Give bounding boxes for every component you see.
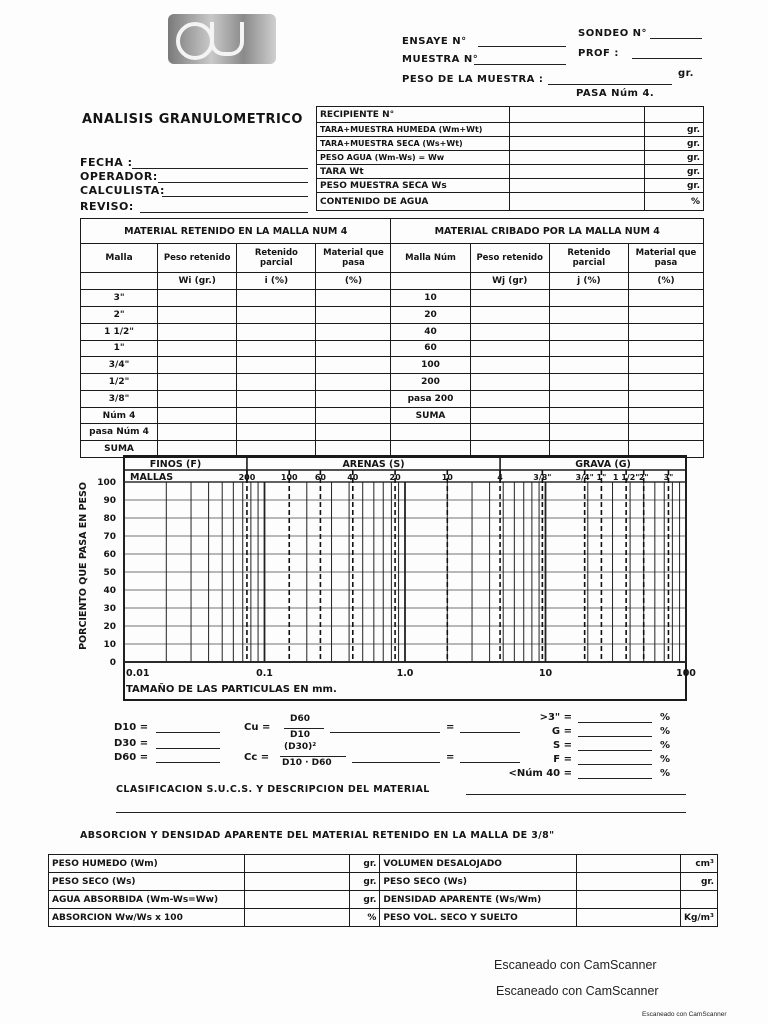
table-cell-label: SUMA: [391, 407, 470, 424]
table-cell-input[interactable]: [549, 323, 628, 340]
d30-label: D30 =: [114, 738, 149, 749]
table-row-label: PESO MUESTRA SECA Ws: [317, 179, 510, 193]
sieve-label: 200: [238, 473, 256, 482]
table-cell-input[interactable]: [628, 307, 703, 324]
y-tick-label: 0: [109, 658, 116, 668]
d10-label: D10 =: [114, 722, 149, 733]
table-cell-label: ABSORCION Ww/Ws x 100: [49, 909, 245, 927]
table-cell-label: 1": [81, 340, 158, 357]
fraction-label: G =: [551, 726, 572, 737]
table-cell-input[interactable]: [470, 390, 549, 407]
scanner-watermark-2: Escaneado con CamScanner: [496, 984, 659, 998]
sondeo-label: SONDEO N°: [578, 28, 648, 39]
fecha-label: FECHA :: [80, 156, 133, 169]
table-cell-label: cm³: [680, 855, 717, 873]
table-cell-input[interactable]: [158, 290, 237, 307]
table-cell-input[interactable]: [245, 873, 349, 891]
table-cell-input[interactable]: [549, 290, 628, 307]
table-cell-input[interactable]: [549, 407, 628, 424]
y-tick-label: 100: [97, 478, 116, 488]
table-cell-input[interactable]: [237, 407, 316, 424]
table-cell-input[interactable]: [245, 855, 349, 873]
table-cell-input[interactable]: [158, 357, 237, 374]
cc-label: Cc =: [244, 752, 270, 763]
table-cell-input[interactable]: [316, 290, 391, 307]
table-cell-input[interactable]: [237, 374, 316, 391]
table-row-label: PESO AGUA (Wm-Ws) = Ww: [317, 151, 510, 165]
percent-unit: %: [660, 754, 671, 765]
table-cell-input[interactable]: [158, 323, 237, 340]
zone-label: FINOS (F): [149, 459, 202, 470]
y-tick-label: 40: [103, 586, 116, 596]
sieve-label: 100: [280, 473, 298, 482]
table-cell-input[interactable]: [158, 407, 237, 424]
cc-numerator: (D30)²: [284, 742, 317, 752]
sieve-label: 40: [347, 473, 359, 482]
sieve-label: 20: [389, 473, 401, 482]
table-cell-label: 200: [391, 374, 470, 391]
table-cell-input[interactable]: [576, 891, 680, 909]
table-cell-input[interactable]: [628, 390, 703, 407]
table-cell-label: 40: [391, 323, 470, 340]
sieve-label: 3": [663, 473, 674, 482]
zone-label: GRAVA (G): [575, 459, 631, 470]
table-cell-label: 2": [81, 307, 158, 324]
table-cell-input[interactable]: [158, 307, 237, 324]
table-row-label: CONTENIDO DE AGUA: [317, 193, 510, 211]
institution-logo: [168, 14, 276, 64]
table-cell-label: VOLUMEN DESALOJADO: [380, 855, 576, 873]
table-cell-label: 3": [81, 290, 158, 307]
table-cell-label: [680, 891, 717, 909]
table-cell-input[interactable]: [237, 307, 316, 324]
table-cell-label: 1/2": [81, 374, 158, 391]
y-tick-label: 90: [103, 496, 116, 506]
table-cell-input[interactable]: [470, 357, 549, 374]
table-cell-input[interactable]: [628, 290, 703, 307]
percent-unit: %: [660, 712, 671, 723]
recipient-table: RECIPIENTE N° TARA+MUESTRA HUMEDA (Wm+Wt) gr. TARA+MUESTRA SECA (Ws+Wt) gr. PESO AGUA (Wm-Ws) = Ww gr. TARA Wt gr. PESO MUESTRA SECA Ws gr. CONTENIDO DE AGUA %: [316, 106, 704, 211]
sieve-label: 1 1/2": [612, 473, 640, 482]
table-cell-label: Núm 4: [81, 407, 158, 424]
table-cell-input[interactable]: [237, 390, 316, 407]
table-cell-input[interactable]: [316, 340, 391, 357]
table-cell-label: pasa 200: [391, 390, 470, 407]
table-cell-label: DENSIDAD APARENTE (Ws/Wm): [380, 891, 576, 909]
prof-label: PROF :: [578, 48, 619, 59]
table-cell-input[interactable]: [549, 390, 628, 407]
table-cell-label: 10: [391, 290, 470, 307]
table-cell-label: gr.: [349, 873, 380, 891]
x-tick-label: 100: [676, 668, 696, 679]
cu-numerator: D60: [290, 714, 310, 724]
sieve-table: MATERIAL RETENIDO EN LA MALLA NUM 4 MATERIAL CRIBADO POR LA MALLA NUM 4 Malla Peso retenido Retenido parcial Material que pasa Malla Núm Peso retenido Retenido parcial Material que pasa Wi (gr.) i (%) (%) Wj (gr) j (%) (%) 3" 10 2" 20 1 1/2" 40 1" 60 3/4" 100 1/2" 200 3/8" pasa 200 Núm 4 SUMA pasa Núm 4 SUMA: [80, 218, 704, 458]
y-tick-label: 80: [103, 514, 116, 524]
table-cell-input[interactable]: [158, 424, 237, 441]
table-row: [81, 407, 704, 424]
ensaye-label: ENSAYE N°: [402, 36, 467, 47]
table-cell-input[interactable]: [237, 357, 316, 374]
table-row: [81, 424, 704, 441]
percent-unit: %: [660, 726, 671, 737]
table-cell-label: 20: [391, 307, 470, 324]
peso-muestra-label: PESO DE LA MUESTRA :: [402, 74, 544, 85]
y-tick-label: 70: [103, 532, 116, 542]
table-cell-input[interactable]: [549, 340, 628, 357]
gradation-chart: [60, 450, 700, 702]
mallas-label: MALLAS: [130, 472, 174, 483]
table-cell-input[interactable]: [316, 357, 391, 374]
table-cell-input[interactable]: [316, 424, 391, 441]
document-sheet: ENSAYE N° SONDEO N° MUESTRA N° PROF : PESO DE LA MUESTRA : gr. PASA Núm 4. ANALISIS GRANULOMETRICO FECHA : OPERADOR: CALCULISTA: REVISO: RECIPIENTE N° TARA+MUESTRA HUMEDA (Wm+Wt) gr. TARA+MUESTRA SECA (Ws+Wt) gr. PESO AGUA (Wm-Ws) = Ww gr. TARA Wt gr. PESO MUESTRA SECA Ws gr. CONTENIDO DE AGUA % MATERIAL RETENIDO EN LA MALLA NUM 4 MATERIAL CRIBADO POR LA MALLA NUM 4 Malla Peso retenido Retenido parcial Material que pasa Malla Núm Peso retenido Retenido parcial Material que pasa Wi (gr.) i (%) (%) Wj (gr) j (%) (%) 3" 10 2" 20 1 1/2" 40 1" 60 3/4" 100 1/2" 200 3/8" pasa 200 Núm 4 SUMA pasa Núm 4 SUMA 0 10 20 30 40 50 60 70 80 90 100 0.01 0.1 1.0 10 100 FINOS (F) ARENAS (S) GRAVA (G) MALLAS 200 100 60 40 20 10 4 3/8" 3/4" 1" 1 1/2" 2" 3" TAMAÑO DE LAS PARTICULAS EN mm. PORCIENTO QUE PASA EN PESO D10 = D30 = D60 = Cu = D60 D10 = Cc = (D30)² D10 · D60 = >3" = % G = % S = % F = % <Núm 40 = % CLASIFICACION S.U.C.S. Y DESCRIPCION DEL MATERIAL ABSORCION Y DENSIDAD APARENTE DEL MATERIAL RETENIDO EN LA MALLA DE 3/8" PESO HUMEDO (Wm) gr. VOLUMEN DESALOJADO cm³ PESO SECO (Ws) gr. PESO SECO (Ws) gr. AGUA ABSORBIDA (Wm-Ws=Ww) gr. DENSIDAD APARENTE (Ws/Wm) ABSORCION Ww/Ws x 100 % PESO VOL. SECO Y SUELTO Kg/m³ Escaneado con CamScanner Escaneado con CamScanner Escaneado con CamScanner: [0, 0, 768, 1024]
sieve-label: 4: [497, 473, 503, 482]
table-cell-input[interactable]: [237, 290, 316, 307]
table-cell-input[interactable]: [628, 407, 703, 424]
y-tick-label: 60: [103, 550, 116, 560]
right-section-title: MATERIAL CRIBADO POR LA MALLA NUM 4: [391, 219, 704, 244]
table-cell-input[interactable]: [549, 424, 628, 441]
y-tick-label: 30: [103, 604, 116, 614]
table-row: [49, 873, 718, 891]
gr-unit: gr.: [678, 68, 694, 79]
table-cell-input[interactable]: [628, 374, 703, 391]
table-cell-input[interactable]: [470, 374, 549, 391]
table-row: [49, 855, 718, 873]
table-row: [81, 323, 704, 340]
x-tick-label: 0.1: [256, 668, 273, 679]
zone-label: ARENAS (S): [342, 459, 405, 470]
table-cell-input[interactable]: [628, 340, 703, 357]
table-cell-label: %: [349, 909, 380, 927]
table-cell-label: PESO SECO (Ws): [380, 873, 576, 891]
muestra-label: MUESTRA N°: [402, 54, 479, 65]
y-tick-label: 50: [103, 568, 116, 578]
table-cell-input[interactable]: [549, 357, 628, 374]
x-tick-label: 1.0: [396, 668, 414, 679]
table-cell-input[interactable]: [470, 323, 549, 340]
cu-label: Cu =: [244, 722, 271, 733]
page-title: ANALISIS GRANULOMETRICO: [82, 112, 303, 127]
table-cell-label: [391, 424, 470, 441]
table-cell-label: PESO SECO (Ws): [49, 873, 245, 891]
table-cell-label: PESO VOL. SECO Y SUELTO: [380, 909, 576, 927]
table-row-label: RECIPIENTE N°: [317, 107, 510, 123]
table-cell-input[interactable]: [237, 323, 316, 340]
absorcion-title: ABSORCION Y DENSIDAD APARENTE DEL MATERIAL RETENIDO EN LA MALLA DE 3/8": [80, 830, 555, 841]
table-cell-label: PESO HUMEDO (Wm): [49, 855, 245, 873]
table-cell-input[interactable]: [237, 340, 316, 357]
table-cell-input[interactable]: [576, 873, 680, 891]
fraction-label: >3" =: [539, 712, 572, 723]
percent-unit: %: [660, 740, 671, 751]
table-cell-input[interactable]: [245, 891, 349, 909]
table-cell-label: gr.: [349, 891, 380, 909]
x-tick-label: 0.01: [126, 668, 150, 679]
table-cell-input[interactable]: [628, 424, 703, 441]
table-row-label: TARA Wt: [317, 165, 510, 179]
table-row: [81, 290, 704, 307]
table-cell-label: 1 1/2": [81, 323, 158, 340]
table-cell-input[interactable]: [470, 307, 549, 324]
table-cell-input[interactable]: [316, 307, 391, 324]
table-row: [81, 307, 704, 324]
scanner-watermark-small: Escaneado con CamScanner: [642, 1011, 727, 1018]
table-cell-input[interactable]: [470, 290, 549, 307]
table-row-label: TARA+MUESTRA HUMEDA (Wm+Wt): [317, 123, 510, 137]
cc-denominator: D10 · D60: [282, 758, 332, 768]
table-row: [81, 340, 704, 357]
table-cell-input[interactable]: [158, 374, 237, 391]
table-row-label: TARA+MUESTRA SECA (Ws+Wt): [317, 137, 510, 151]
table-cell-input[interactable]: [470, 407, 549, 424]
percent-unit: %: [660, 768, 671, 779]
sieve-label: 3/8": [533, 473, 552, 482]
table-cell-label: 60: [391, 340, 470, 357]
table-cell-label: 3/4": [81, 357, 158, 374]
table-cell-label: pasa Núm 4: [81, 424, 158, 441]
table-row: [49, 909, 718, 927]
table-cell-label: AGUA ABSORBIDA (Wm-Ws=Ww): [49, 891, 245, 909]
table-cell-input[interactable]: [245, 909, 349, 927]
table-cell-input[interactable]: [576, 855, 680, 873]
y-tick-label: 10: [103, 640, 116, 650]
table-cell-label: gr.: [349, 855, 380, 873]
clasificacion-label: CLASIFICACION S.U.C.S. Y DESCRIPCION DEL MATERIAL: [116, 784, 430, 795]
table-cell-label: SUMA: [81, 441, 158, 458]
left-section-title: MATERIAL RETENIDO EN LA MALLA NUM 4: [81, 219, 391, 244]
x-tick-label: 10: [538, 668, 553, 679]
y-axis-label: PORCIENTO QUE PASA EN PESO: [78, 482, 89, 650]
fraction-label: F =: [553, 754, 572, 765]
table-cell-label: 100: [391, 357, 470, 374]
table-cell-input[interactable]: [158, 340, 237, 357]
table-row: [49, 891, 718, 909]
table-cell-label: gr.: [680, 873, 717, 891]
table-row: [81, 357, 704, 374]
scanner-watermark: Escaneado con CamScanner: [494, 958, 657, 972]
calculista-label: CALCULISTA:: [80, 184, 165, 197]
d60-label: D60 =: [114, 752, 149, 763]
table-cell-input[interactable]: [549, 374, 628, 391]
table-cell-input[interactable]: [316, 374, 391, 391]
table-cell-input[interactable]: [470, 340, 549, 357]
sieve-label: 3/4": [575, 473, 594, 482]
sieve-label: 1": [596, 473, 607, 482]
pasa-label: PASA Núm 4.: [576, 88, 655, 99]
absorcion-table: [48, 854, 718, 927]
table-row: [81, 390, 704, 407]
x-axis-label: TAMAÑO DE LAS PARTICULAS EN mm.: [126, 684, 337, 695]
sieve-label: 2": [638, 473, 649, 482]
reviso-label: REVISO:: [80, 200, 134, 213]
table-cell-input[interactable]: [628, 357, 703, 374]
table-cell-input[interactable]: [316, 407, 391, 424]
table-cell-input[interactable]: [237, 424, 316, 441]
table-row: [81, 374, 704, 391]
sieve-label: 10: [441, 473, 453, 482]
table-cell-input[interactable]: [316, 390, 391, 407]
table-cell-input[interactable]: [549, 307, 628, 324]
operador-label: OPERADOR:: [80, 170, 158, 183]
table-cell-input[interactable]: [576, 909, 680, 927]
table-cell-label: Kg/m³: [680, 909, 717, 927]
cu-denominator: D10: [290, 730, 310, 740]
table-cell-input[interactable]: [628, 323, 703, 340]
fraction-label: S =: [552, 740, 572, 751]
table-cell-input[interactable]: [316, 323, 391, 340]
fraction-label: <Núm 40 =: [508, 768, 572, 779]
table-cell-label: 3/8": [81, 390, 158, 407]
table-cell-input[interactable]: [470, 424, 549, 441]
sieve-label: 60: [314, 473, 326, 482]
table-cell-input[interactable]: [158, 390, 237, 407]
y-tick-label: 20: [103, 622, 116, 632]
